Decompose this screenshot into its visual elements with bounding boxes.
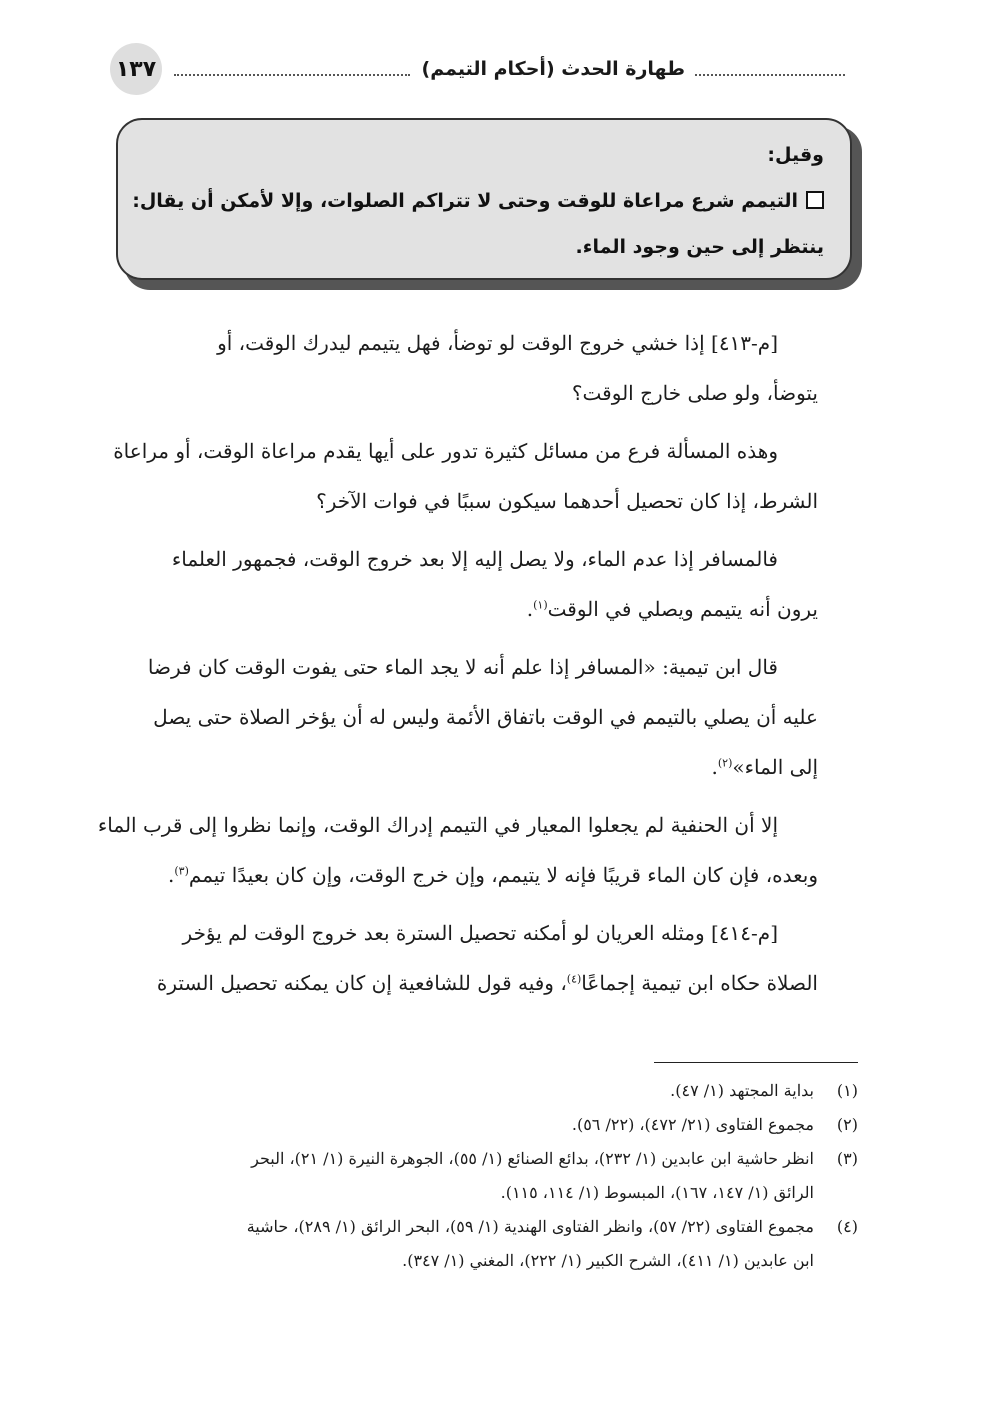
text-line: قال ابن تيمية: «المسافر إذا علم أنه لا يجد الماء حتى يفوت الوقت كان فرضا [147,655,778,679]
text-line [116,850,858,900]
body-text [97,318,858,1016]
footnote-line: مجموع الفتاوى (٢٢/ ٥٧)، وانظر الفتاوى الهندية (١/ ٥٩)، البحر الرائق (١/ ٢٨٩)، حاشية [246,1217,814,1236]
page-number: ١٣٧ [110,43,162,95]
footnote-text [116,1142,814,1210]
footnote-number: (٣) [836,1149,858,1168]
paragraph [116,534,858,634]
footnote-line: انظر حاشية ابن عابدين (١/ ٢٣٢)، بدائع الصنائع (١/ ٥٥)، الجوهرة النيرة (١/ ٢١)، البحر [251,1149,814,1168]
text-segment: . [168,863,175,887]
footnote-separator [654,1062,858,1063]
text-line [116,584,858,634]
footnotes [116,1074,858,1278]
footnote-line: بداية المجتهد (١/ ٤٧). [670,1081,814,1100]
footnote-number: (٤) [836,1217,858,1236]
header-leader-dots-left [174,74,410,76]
footnote-ref[interactable]: (٢) [717,756,733,770]
text-line: وهذه المسألة فرع من مسائل كثيرة تدور على أيها يقدم مراعاة الوقت، أو مراعاة [113,439,778,463]
text-segment: إلى الماء» [732,755,818,779]
footnote-ref[interactable]: (٣) [174,864,189,878]
text-segment: ، وفيه قول للشافعية إن كان يمكنه تحصيل السترة [156,971,567,995]
text-line [116,958,858,1008]
footnote [116,1210,858,1278]
paragraph [116,318,858,418]
footnote-ref[interactable]: (١) [533,598,548,612]
text-line: يتوضأ، ولو صلى خارج الوقت؟ [571,381,818,405]
callout-line [132,178,824,224]
text-line: [م-٤١٣] إذا خشي خروج الوقت لو توضأ، فهل يتيمم ليدرك الوقت، أو [217,331,778,355]
footnote-text [116,1108,814,1142]
text-segment: . [526,597,534,621]
footnote [116,1074,858,1108]
text-line: إلا أن الحنفية لم يجعلوا المعيار في التيمم إدراك الوقت، وإنما نظروا إلى قرب الماء [97,813,778,837]
footnote-number: (١) [836,1081,858,1100]
text-line [116,742,858,792]
running-header [110,44,845,94]
paragraph [116,642,858,792]
footnote-line: الرائق (١/ ١٤٧، ١٦٧)، المبسوط (١/ ١١٤، ١١٥). [500,1183,814,1202]
footnote-ref[interactable]: (٤) [566,972,582,986]
paragraph [116,908,858,1008]
callout-box [116,118,852,280]
text-line: [م-٤١٤] ومثله العريان لو أمكنه تحصيل السترة بعد خروج الوقت لم يؤخر [182,921,778,945]
text-segment: وبعده، فإن كان الماء قريبًا فإنه لا يتيمم، وإن خرج الوقت، وإن كان بعيدًا تيمم [188,863,818,887]
text-segment: يرون أنه يتيمم ويصلي في الوقت [547,597,818,621]
footnote-number: (٢) [836,1115,858,1134]
footnote [116,1142,858,1210]
paragraph [97,800,858,900]
footnote-text [116,1074,814,1108]
footnote-text [116,1210,814,1278]
text-segment: . [711,755,718,779]
callout-line: ينتظر إلى حين وجود الماء. [575,236,824,258]
checkbox-bullet-icon [806,191,824,209]
callout-line: وقيل: [767,144,824,166]
text-line: فالمسافر إذا عدم الماء، ولا يصل إليه إلا بعد خروج الوقت، فجمهور العلماء [171,547,778,571]
footnote-line: مجموع الفتاوى (٢١/ ٤٧٢)، (٢٢/ ٥٦). [571,1115,814,1134]
footnote [116,1108,858,1142]
text-line: عليه أن يصلي بالتيمم في الوقت باتفاق الأئمة وليس له أن يؤخر الصلاة حتى يصل [153,705,818,729]
running-title: طهارة الحدث (أحكام التيمم) [421,58,685,80]
callout-line-text: التيمم شرع مراعاة للوقت وحتى لا تتراكم الصلوات، وإلا لأمكن أن يقال: [132,190,798,212]
text-segment: الصلاة حكاه ابن تيمية إجماعًا [581,971,818,995]
footnote-line: ابن عابدين (١/ ٤١١)، الشرح الكبير (١/ ٢٢٢)، المغني (١/ ٣٤٧). [402,1251,814,1270]
paragraph [113,426,858,526]
header-leader-dots-right [695,74,845,76]
text-line: الشرط، إذا كان تحصيل أحدهما سيكون سببًا في فوات الآخر؟ [316,489,818,513]
